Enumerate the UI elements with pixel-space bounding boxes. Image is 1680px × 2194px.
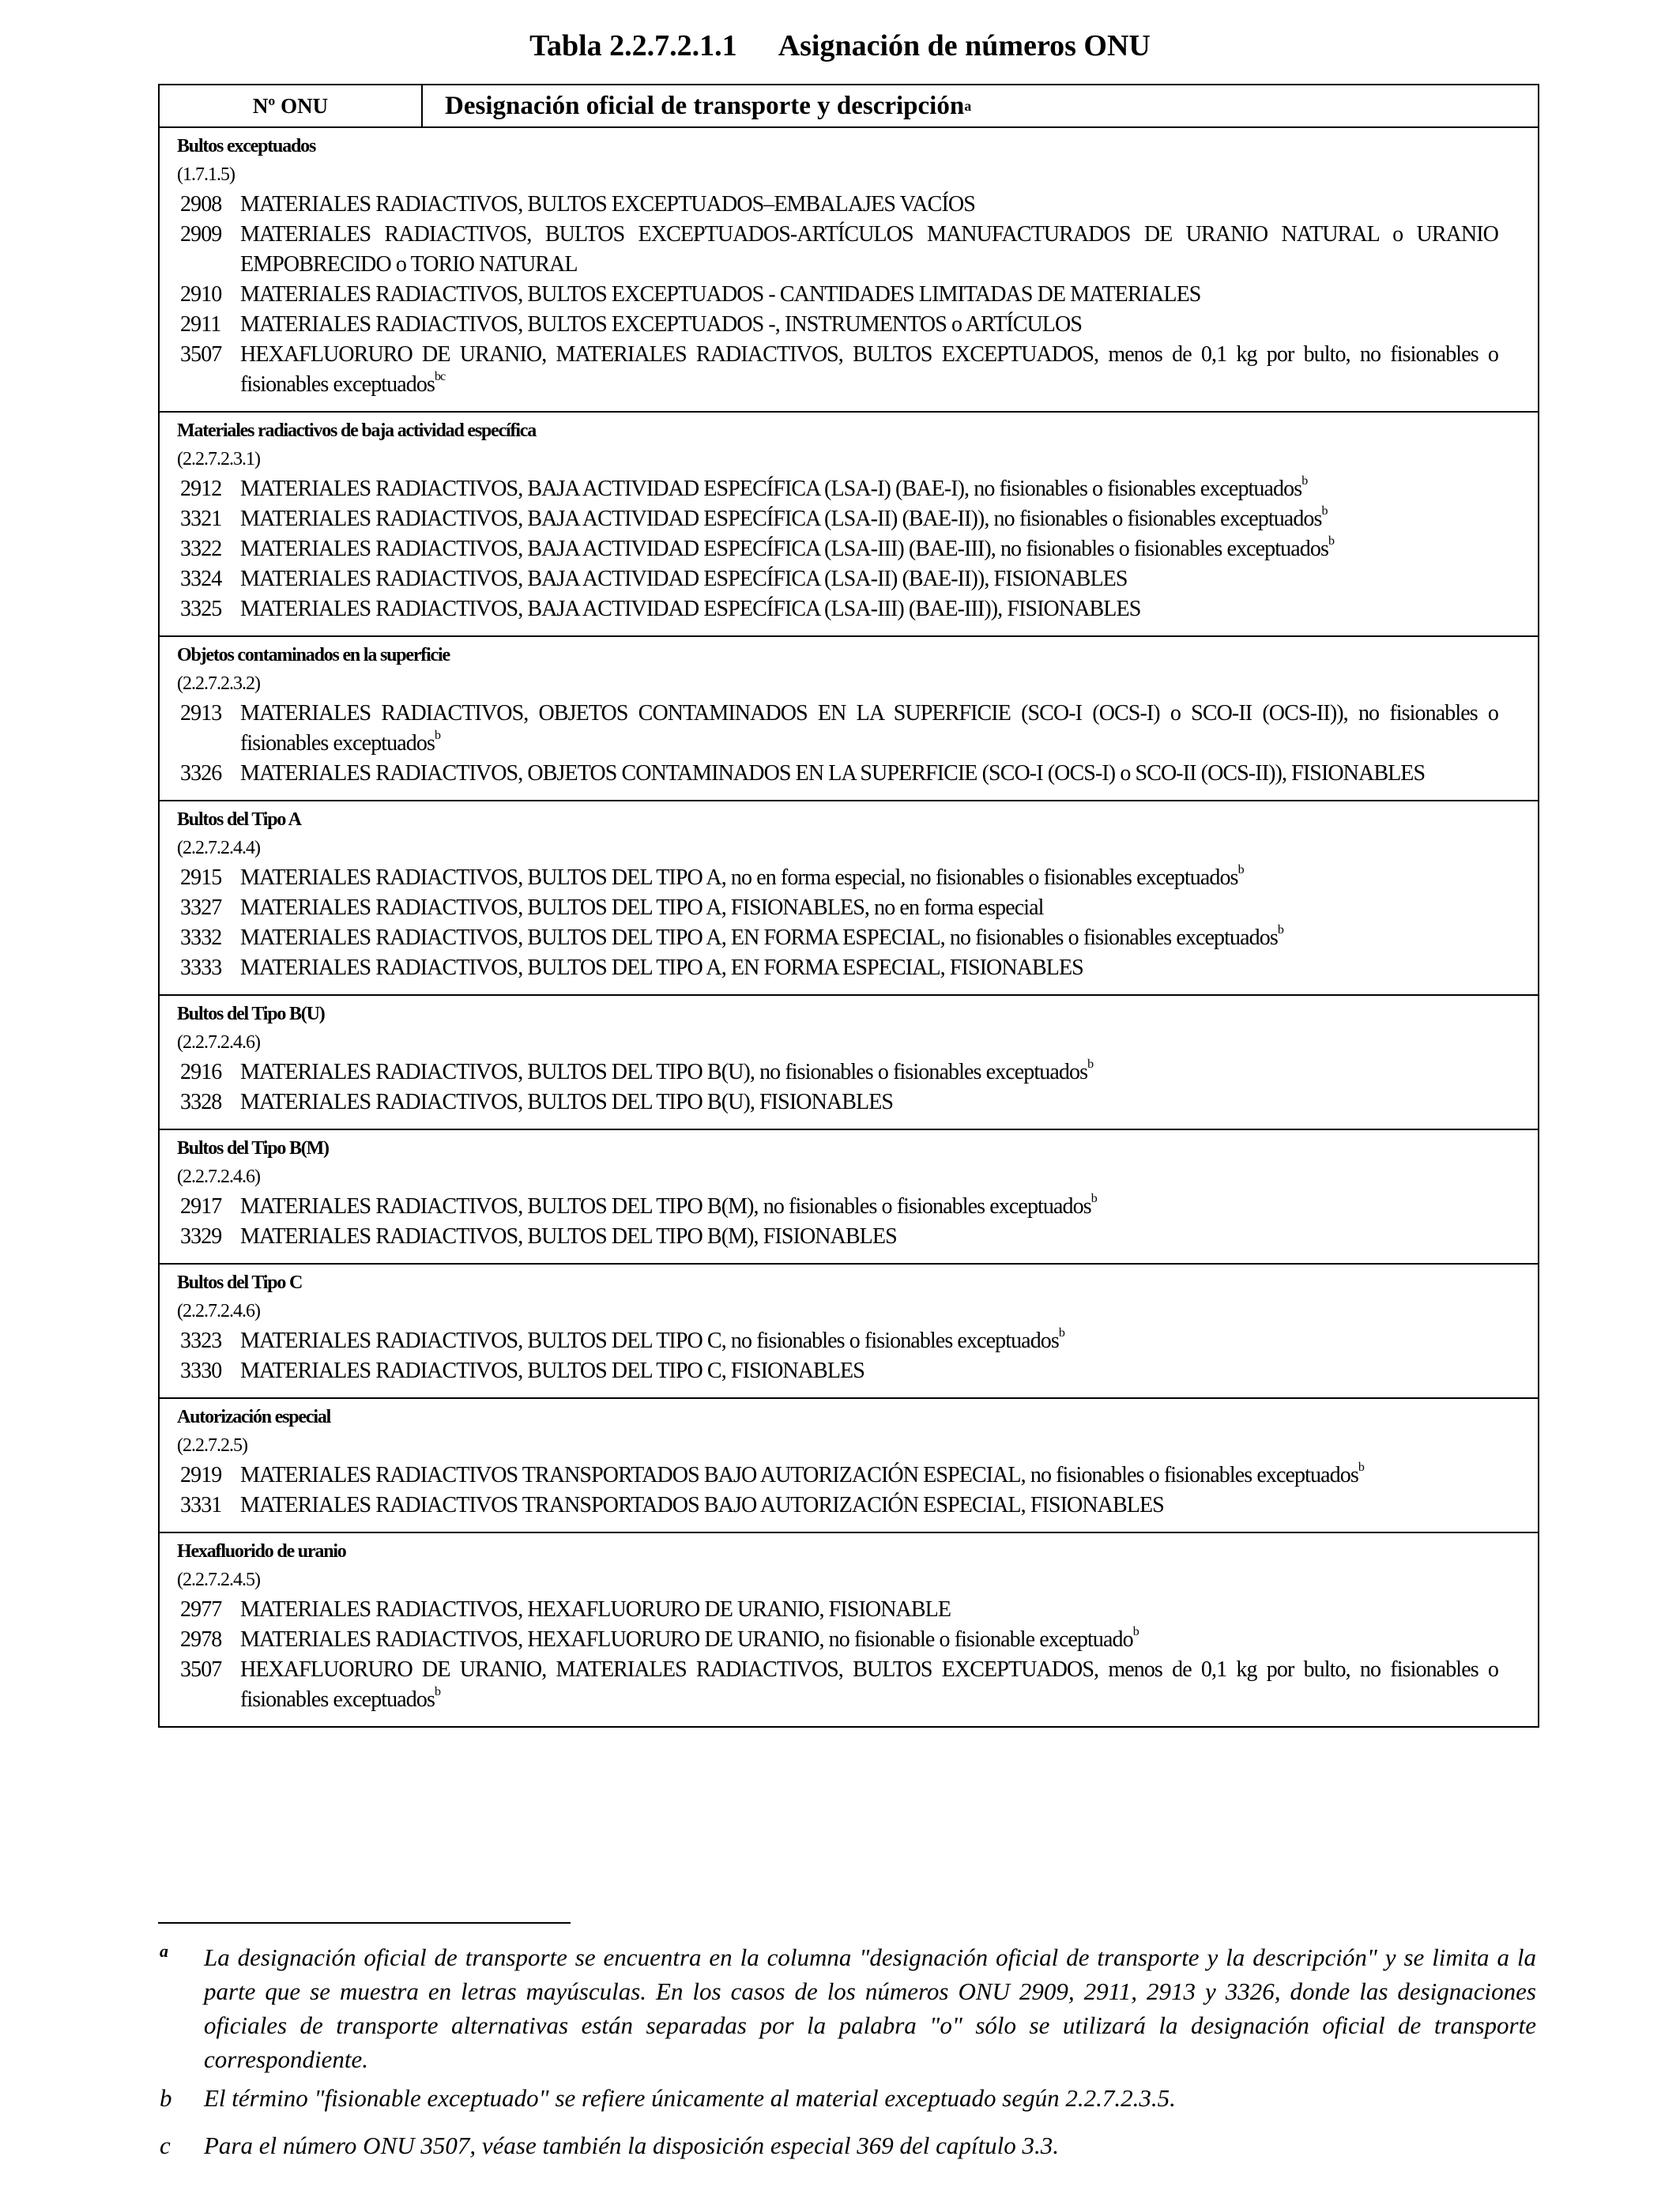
designation-cell <box>239 190 1498 220</box>
footnote-ref: b <box>1358 1461 1364 1474</box>
un-number: 2915 <box>180 865 222 890</box>
table-section <box>160 1130 1538 1265</box>
un-number: 2909 <box>180 222 222 247</box>
section-reference: (2.2.7.2.3.1) <box>177 449 260 469</box>
footnote-a-text: La designación oficial de transporte se encuentra en la columna "designación oficial de transporte y la descripción" y se limita a la parte que se muestra en letras mayúsculas. En los casos de los números ONU 2909, 2911, 2913 y 3326, donde las designaciones oficiales de transporte alternativas están separadas por la palabra "o" sólo se utilizará la designación oficial de transporte correspondiente. <box>204 1943 1536 2073</box>
designation-text: MATERIALES RADIACTIVOS TRANSPORTADOS BAJO AUTORIZACIÓN ESPECIAL, FISIONABLES <box>240 1493 1164 1517</box>
un-number: 3321 <box>180 507 222 531</box>
section-title: Bultos del Tipo B(M) <box>177 1138 329 1159</box>
designation-cell <box>239 1625 1498 1655</box>
table-row <box>160 220 1538 280</box>
designation-text: MATERIALES RADIACTIVOS, OBJETOS CONTAMINADOS EN LA SUPERFICIE (SCO-I (OCS-I) o SCO-II (OCS-II)), no fisionables o fisionables exceptuados <box>240 701 1498 756</box>
footnote-c-text: Para el número ONU 3507, véase también la disposición especial 369 del capítulo 3.3. <box>204 2132 1059 2159</box>
designation-text: MATERIALES RADIACTIVOS, BAJA ACTIVIDAD ESPECÍFICA (LSA-II) (BAE-II)), FISIONABLES <box>240 567 1128 591</box>
table-row <box>160 1356 1538 1386</box>
footnote-ref: b <box>1132 1625 1139 1638</box>
designation-cell <box>239 280 1498 310</box>
designation-cell <box>239 340 1498 400</box>
un-number: 3328 <box>180 1090 222 1114</box>
un-number: 3333 <box>180 956 222 980</box>
header-designation-text: Designación oficial de transporte y descripción <box>445 91 965 120</box>
table-title <box>0 28 1680 63</box>
section-reference: (2.2.7.2.5) <box>177 1435 247 1456</box>
designation-cell <box>239 564 1498 594</box>
footnote-ref: b <box>435 1685 441 1698</box>
section-title: Objetos contaminados en la superficie <box>177 645 450 665</box>
designation-cell <box>239 699 1498 759</box>
footnote-b-mark: b <box>160 2084 172 2112</box>
designation-text: MATERIALES RADIACTIVOS, BULTOS EXCEPTUADOS - CANTIDADES LIMITADAS DE MATERIALES <box>240 282 1201 307</box>
un-number: 3322 <box>180 537 222 561</box>
section-reference: (1.7.1.5) <box>177 164 235 185</box>
designation-text: MATERIALES RADIACTIVOS, HEXAFLUORURO DE URANIO, FISIONABLE <box>240 1597 951 1622</box>
table-row <box>160 759 1538 789</box>
table-row <box>160 340 1538 400</box>
un-number: 3326 <box>180 761 222 786</box>
footnote-ref: bc <box>435 370 446 383</box>
designation-cell <box>239 1192 1498 1222</box>
table-row <box>160 594 1538 624</box>
designation-cell <box>239 863 1498 893</box>
section-title: Bultos del Tipo C <box>177 1272 303 1293</box>
section-title: Materiales radiactivos de baja actividad específica <box>177 420 537 441</box>
footnote-ref: b <box>1277 923 1283 937</box>
table-row <box>160 953 1538 983</box>
designation-text: MATERIALES RADIACTIVOS, BULTOS DEL TIPO C, FISIONABLES <box>240 1359 864 1383</box>
designation-cell <box>239 534 1498 564</box>
table-row <box>160 1222 1538 1252</box>
table-row <box>160 1491 1538 1521</box>
footnote-ref: b <box>1237 863 1244 876</box>
un-number: 2919 <box>180 1463 222 1487</box>
footnote-a <box>158 1940 1536 2076</box>
designation-text: MATERIALES RADIACTIVOS, BULTOS DEL TIPO A, FISIONABLES, no en forma especial <box>240 895 1044 920</box>
designation-cell <box>239 594 1498 624</box>
un-number: 2978 <box>180 1627 222 1652</box>
header-footnote-mark: a <box>964 97 972 114</box>
un-number: 3330 <box>180 1359 222 1383</box>
designation-text: MATERIALES RADIACTIVOS, BULTOS EXCEPTUADOS–EMBALAJES VACÍOS <box>240 192 975 217</box>
table-row <box>160 863 1538 893</box>
designation-text: HEXAFLUORURO DE URANIO, MATERIALES RADIACTIVOS, BULTOS EXCEPTUADOS, menos de 0,1 kg por bulto, no fisionables o fisionables exceptuados <box>240 342 1498 397</box>
designation-cell <box>239 1356 1498 1386</box>
table-row <box>160 1192 1538 1222</box>
footnote-separator <box>158 1922 571 1924</box>
table-section <box>160 637 1538 801</box>
designation-cell <box>239 953 1498 983</box>
table-number: Tabla 2.2.7.2.1.1 <box>529 29 737 62</box>
table-section <box>160 413 1538 637</box>
designation-text: HEXAFLUORURO DE URANIO, MATERIALES RADIACTIVOS, BULTOS EXCEPTUADOS, menos de 0,1 kg por bulto, no fisionables o fisionables exceptuados <box>240 1657 1498 1712</box>
designation-cell <box>239 1655 1498 1715</box>
footnote-b-text: El término "fisionable exceptuado" se refiere únicamente al material exceptuado según 2.2.7.2.3.5. <box>204 2084 1176 2112</box>
designation-text: MATERIALES RADIACTIVOS, HEXAFLUORURO DE URANIO, no fisionable o fisionable exceptuado <box>240 1627 1133 1652</box>
designation-text: MATERIALES RADIACTIVOS, BULTOS DEL TIPO B(U), FISIONABLES <box>240 1090 894 1114</box>
un-number: 2977 <box>180 1597 222 1622</box>
designation-text: MATERIALES RADIACTIVOS, OBJETOS CONTAMINADOS EN LA SUPERFICIE (SCO-I (OCS-I) o SCO-II (OCS-II)), FISIONABLES <box>240 761 1426 786</box>
designation-text: MATERIALES RADIACTIVOS, BAJA ACTIVIDAD ESPECÍFICA (LSA-III) (BAE-III)), FISIONABLES <box>240 597 1141 621</box>
table-row <box>160 1088 1538 1118</box>
designation-cell <box>239 759 1498 789</box>
un-number: 3325 <box>180 597 222 621</box>
footnote-c <box>158 2128 1536 2162</box>
table-row <box>160 699 1538 759</box>
un-number: 3327 <box>180 895 222 920</box>
section-reference: (2.2.7.2.4.4) <box>177 838 260 858</box>
header-un-number: Nº ONU <box>160 85 423 126</box>
designation-cell <box>239 893 1498 923</box>
footnote-ref: b <box>1058 1326 1065 1340</box>
designation-cell <box>239 1057 1498 1088</box>
table-section <box>160 1399 1538 1533</box>
designation-cell <box>239 1491 1498 1521</box>
designation-cell <box>239 1595 1498 1625</box>
designation-text: MATERIALES RADIACTIVOS, BULTOS EXCEPTUADOS -, INSTRUMENTOS o ARTÍCULOS <box>240 312 1082 337</box>
table-row <box>160 534 1538 564</box>
un-number: 2916 <box>180 1060 222 1084</box>
footnote-a-mark: a <box>160 1941 168 1961</box>
un-number: 2913 <box>180 701 222 726</box>
table-row <box>160 504 1538 534</box>
un-number: 3507 <box>180 1657 222 1682</box>
footnote-ref: b <box>435 729 441 742</box>
table-row <box>160 310 1538 340</box>
un-number-table <box>158 84 1539 1728</box>
un-number: 2917 <box>180 1194 222 1219</box>
section-title: Bultos del Tipo A <box>177 809 301 830</box>
table-row <box>160 190 1538 220</box>
designation-cell <box>239 474 1498 504</box>
section-reference: (2.2.7.2.4.5) <box>177 1570 260 1590</box>
section-reference: (2.2.7.2.4.6) <box>177 1167 260 1187</box>
un-number: 2910 <box>180 282 222 307</box>
designation-text: MATERIALES RADIACTIVOS, BULTOS EXCEPTUADOS-ARTÍCULOS MANUFACTURADOS DE URANIO NATURAL o URANIO EMPOBRECIDO o TORIO NATURAL <box>240 222 1498 277</box>
designation-cell <box>239 923 1498 953</box>
table-section <box>160 1533 1538 1726</box>
table-section <box>160 996 1538 1130</box>
table-row <box>160 1655 1538 1715</box>
section-reference: (2.2.7.2.4.6) <box>177 1301 260 1321</box>
designation-cell <box>239 1461 1498 1491</box>
designation-cell <box>239 1088 1498 1118</box>
designation-text: MATERIALES RADIACTIVOS, BULTOS DEL TIPO A, EN FORMA ESPECIAL, FISIONABLES <box>240 956 1083 980</box>
section-title: Bultos del Tipo B(U) <box>177 1004 325 1024</box>
designation-text: MATERIALES RADIACTIVOS, BULTOS DEL TIPO B(M), FISIONABLES <box>240 1224 897 1249</box>
designation-text: MATERIALES RADIACTIVOS, BULTOS DEL TIPO B(M), no fisionables o fisionables exceptuados <box>240 1194 1091 1219</box>
table-row <box>160 923 1538 953</box>
footnote-ref: b <box>1321 504 1328 518</box>
designation-cell <box>239 1222 1498 1252</box>
section-reference: (2.2.7.2.4.6) <box>177 1032 260 1053</box>
section-title: Bultos exceptuados <box>177 136 316 156</box>
un-number: 3323 <box>180 1329 222 1353</box>
footnote-ref: b <box>1328 534 1335 548</box>
designation-text: MATERIALES RADIACTIVOS, BAJA ACTIVIDAD ESPECÍFICA (LSA-II) (BAE-II)), no fisionables o fisionables exceptuados <box>240 507 1322 531</box>
table-row <box>160 280 1538 310</box>
table-section <box>160 128 1538 413</box>
designation-text: MATERIALES RADIACTIVOS, BAJA ACTIVIDAD ESPECÍFICA (LSA-I) (BAE-I), no fisionables o fisionables exceptuados <box>240 477 1302 501</box>
designation-cell <box>239 220 1498 280</box>
designation-cell <box>239 504 1498 534</box>
designation-cell <box>239 310 1498 340</box>
section-reference: (2.2.7.2.3.2) <box>177 673 260 694</box>
un-number: 3331 <box>180 1493 222 1517</box>
designation-text: MATERIALES RADIACTIVOS, BULTOS DEL TIPO C, no fisionables o fisionables exceptuados <box>240 1329 1059 1353</box>
table-row <box>160 1057 1538 1088</box>
footnote-ref: b <box>1301 474 1308 488</box>
table-body <box>160 128 1538 1726</box>
table-row <box>160 1461 1538 1491</box>
designation-text: MATERIALES RADIACTIVOS, BULTOS DEL TIPO B(U), no fisionables o fisionables exceptuados <box>240 1060 1088 1084</box>
footnote-ref: b <box>1087 1057 1094 1071</box>
table-row <box>160 1595 1538 1625</box>
designation-text: MATERIALES RADIACTIVOS, BAJA ACTIVIDAD ESPECÍFICA (LSA-III) (BAE-III), no fisionables o fisionables exceptuados <box>240 537 1328 561</box>
table-row <box>160 474 1538 504</box>
table-section <box>160 1265 1538 1399</box>
table-row <box>160 893 1538 923</box>
table-row <box>160 564 1538 594</box>
un-number: 3324 <box>180 567 222 591</box>
footnote-ref: b <box>1090 1192 1097 1205</box>
section-title: Autorización especial <box>177 1407 331 1427</box>
un-number: 2912 <box>180 477 222 501</box>
table-row <box>160 1326 1538 1356</box>
un-number: 2908 <box>180 192 222 217</box>
table-header <box>160 85 1538 128</box>
designation-text: MATERIALES RADIACTIVOS, BULTOS DEL TIPO A, EN FORMA ESPECIAL, no fisionables o fisionables exceptuados <box>240 925 1278 950</box>
table-title-text: Asignación de números ONU <box>778 29 1151 62</box>
un-number: 3332 <box>180 925 222 950</box>
table-section <box>160 801 1538 996</box>
header-designation <box>423 85 1538 126</box>
designation-text: MATERIALES RADIACTIVOS TRANSPORTADOS BAJO AUTORIZACIÓN ESPECIAL, no fisionables o fisionables exceptuados <box>240 1463 1358 1487</box>
footnote-b <box>158 2081 1536 2115</box>
section-title: Hexafluorido de uranio <box>177 1541 346 1562</box>
footnote-c-mark: c <box>160 2132 171 2159</box>
table-row <box>160 1625 1538 1655</box>
un-number: 3507 <box>180 342 222 367</box>
un-number: 2911 <box>180 312 221 337</box>
designation-text: MATERIALES RADIACTIVOS, BULTOS DEL TIPO A, no en forma especial, no fisionables o fisionables exceptuados <box>240 865 1238 890</box>
un-number: 3329 <box>180 1224 222 1249</box>
designation-cell <box>239 1326 1498 1356</box>
